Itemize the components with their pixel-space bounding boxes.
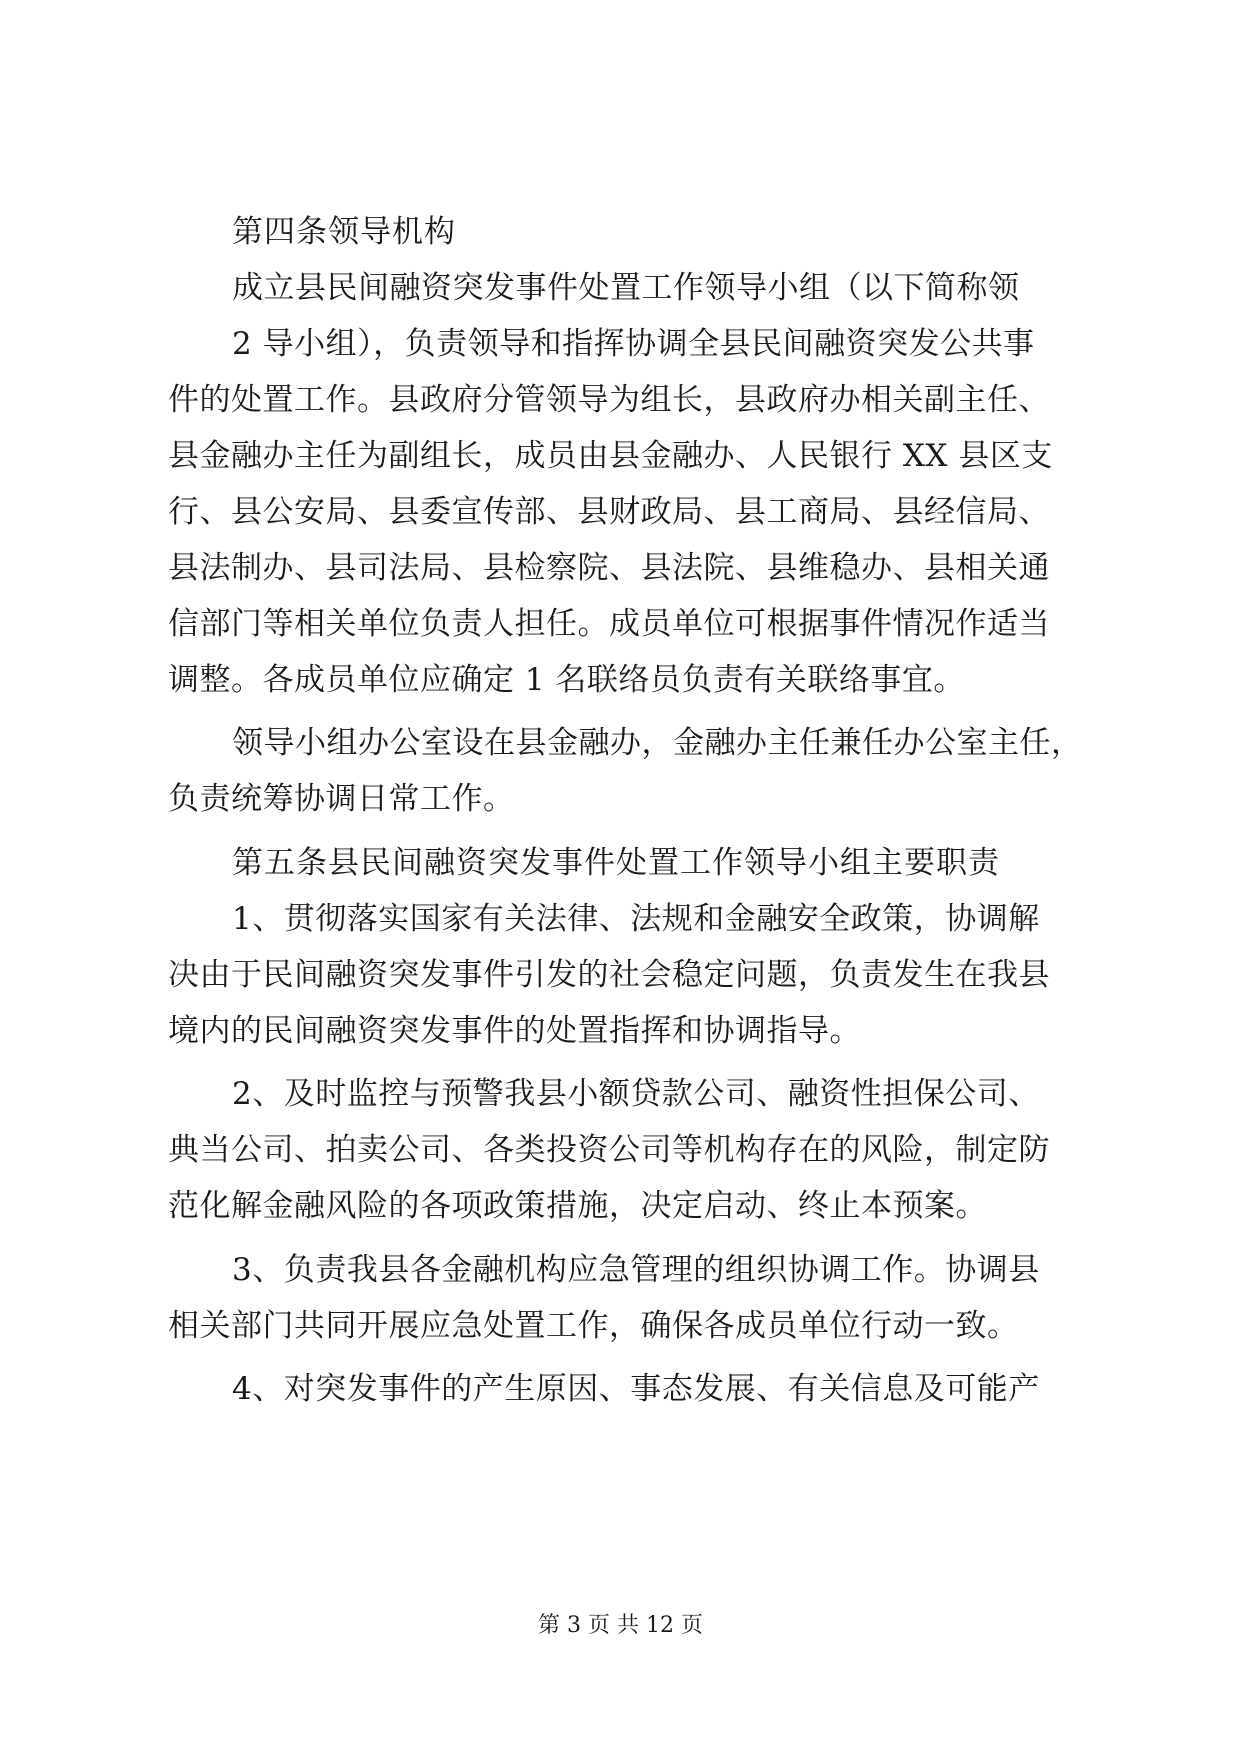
paragraph-line: 县金融办主任为副组长，成员由县金融办、人民银行 XX 县区支 [168,438,1053,474]
paragraph-line: 1、贯彻落实国家有关法律、法规和金融安全政策，协调解 [232,901,1040,937]
paragraph-line: 成立县民间融资突发事件处置工作领导小组（以下简称领 [232,270,1020,306]
paragraph-line: 相关部门共同开展应急处置工作，确保各成员单位行动一致。 [168,1308,1019,1344]
paragraph-line: 4、对突发事件的产生原因、事态发展、有关信息及可能产 [232,1371,1040,1407]
paragraph-line: 信部门等相关单位负责人担任。成员单位可根据事件情况作适当 [168,606,1050,642]
paragraph-line: 决由于民间融资突发事件引发的社会稳定问题，负责发生在我县 [168,957,1050,993]
paragraph-line: 2、及时监控与预警我县小额贷款公司、融资性担保公司、 [232,1076,1040,1112]
article-5-heading: 第五条县民间融资突发事件处置工作领导小组主要职责 [232,845,1000,881]
paragraph-line: 境内的民间融资突发事件的处置指挥和协调指导。 [168,1013,861,1049]
paragraph-line: 典当公司、拍卖公司、各类投资公司等机构存在的风险，制定防 [168,1132,1050,1168]
paragraph-line: 调整。各成员单位应确定 1 名联络员负责有关联络事宜。 [168,662,965,698]
paragraph-line: 范化解金融风险的各项政策措施，决定启动、终止本预案。 [168,1188,987,1224]
paragraph-line: 负责统筹协调日常工作。 [168,781,515,817]
paragraph-line: 领导小组办公室设在县金融办，金融办主任兼任办公室主任， [232,725,1083,761]
page-number: 第 3 页 共 12 页 [538,1613,703,1638]
paragraph-line: 件的处置工作。县政府分管领导为组长，县政府办相关副主任、 [168,382,1050,418]
paragraph-line: 行、县公安局、县委宣传部、县财政局、县工商局、县经信局、 [168,494,1050,530]
paragraph-line: 3、负责我县各金融机构应急管理的组织协调工作。协调县 [232,1252,1040,1288]
paragraph-line: 县法制办、县司法局、县检察院、县法院、县维稳办、县相关通 [168,550,1050,586]
article-4-heading: 第四条领导机构 [232,214,456,250]
paragraph-line: 2 导小组），负责领导和指挥协调全县民间融资突发公共事 [232,326,1035,362]
